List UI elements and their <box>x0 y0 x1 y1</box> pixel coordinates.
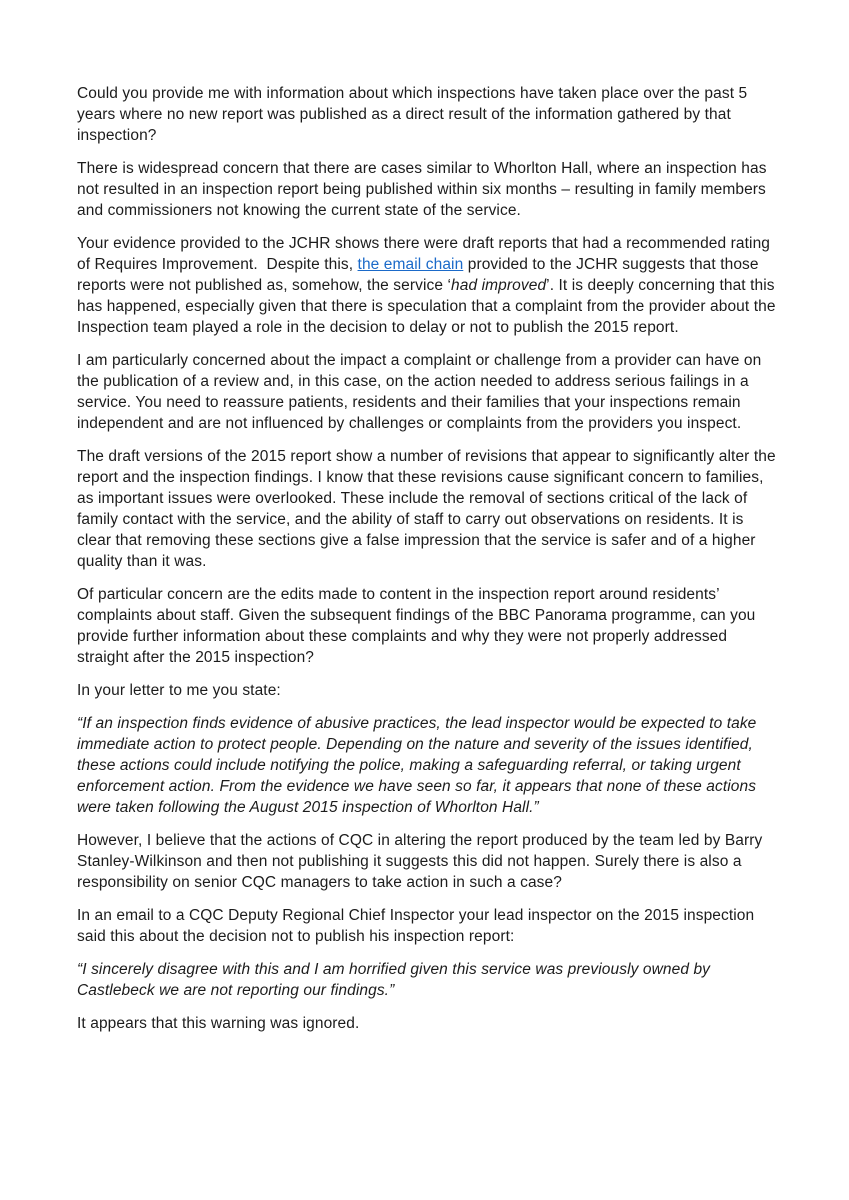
text-run: However, I believe that the actions of CQC in altering the report produced by the team led by Barry Stanley-Wilkinson and then not publishing it suggests this did not happen. Surely there is also a responsibility on senior CQC managers to take action in such a case? <box>77 832 763 891</box>
paragraph <box>77 158 778 221</box>
text-run: There is widespread concern that there are cases similar to Whorlton Hall, where an inspection has not resulted in an inspection report being published within six months – resulting in family members and commissioners not knowing the current state of the service. <box>77 160 767 219</box>
quoted-text <box>77 713 778 818</box>
quoted-text <box>77 959 778 1001</box>
email-chain-link[interactable]: the email chain <box>357 256 464 273</box>
text-run: ’. It is deeply concerning that this has happened, especially given that there is speculation that a complaint from the provider about the Inspection team played a role in the decision to delay or not to publish the 2015 report. <box>77 277 776 336</box>
paragraph <box>77 1013 778 1034</box>
text-run: provided to the JCHR suggests that those reports were not published as, somehow, the service ‘ <box>77 256 759 294</box>
paragraph <box>77 83 778 146</box>
paragraph <box>77 350 778 434</box>
paragraph <box>77 446 778 572</box>
text-run: Your evidence provided to the JCHR shows there were draft reports that had a recommended rating of Requires Improvement. Despite this, <box>77 235 771 273</box>
text-run: Could you provide me with information about which inspections have taken place over the past 5 years where no new report was published as a direct result of the information gathered by that inspection? <box>77 85 748 144</box>
text-run: had improved <box>451 277 547 294</box>
text-run: In your letter to me you state: <box>77 682 281 699</box>
paragraph <box>77 584 778 668</box>
paragraph <box>77 233 778 338</box>
text-run: It appears that this warning was ignored. <box>77 1015 360 1032</box>
text-run: I am particularly concerned about the impact a complaint or challenge from a provider can have on the publication of a review and, in this case, on the action needed to address serious failings in a service. You need to reassure patients, residents and their families that your inspections remain independent and are not influenced by challenges or complaints from the providers you inspect. <box>77 352 762 432</box>
paragraph <box>77 830 778 893</box>
paragraph <box>77 680 778 701</box>
paragraph <box>77 905 778 947</box>
text-run: “I sincerely disagree with this and I am horrified given this service was previously owned by Castlebeck we are not reporting our findings.” <box>77 961 711 999</box>
letter-body <box>77 83 778 1046</box>
text-run: In an email to a CQC Deputy Regional Chief Inspector your lead inspector on the 2015 inspection said this about the decision not to publish his inspection report: <box>77 907 755 945</box>
text-run: “If an inspection finds evidence of abusive practices, the lead inspector would be expected to take immediate action to protect people. Depending on the nature and severity of the issues identified, these actions could include notifying the police, making a safeguarding referral, or taking urgent enforcement action. From the evidence we have seen so far, it appears that none of these actions were taken following the August 2015 inspection of Whorlton Hall.” <box>77 715 757 816</box>
text-run: The draft versions of the 2015 report show a number of revisions that appear to significantly alter the report and the inspection findings. I know that these revisions cause significant concern to families, as important issues were overlooked. These include the removal of sections critical of the lack of family contact with the service, and the ability of staff to carry out observations on residents. It is clear that removing these sections give a false impression that the service is safer and of a higher quality than it was. <box>77 448 776 570</box>
text-run: Of particular concern are the edits made to content in the inspection report around residents’ complaints about staff. Given the subsequent findings of the BBC Panorama programme, can you provide further information about these complaints and why they were not properly addressed straight after the 2015 inspection? <box>77 586 756 666</box>
